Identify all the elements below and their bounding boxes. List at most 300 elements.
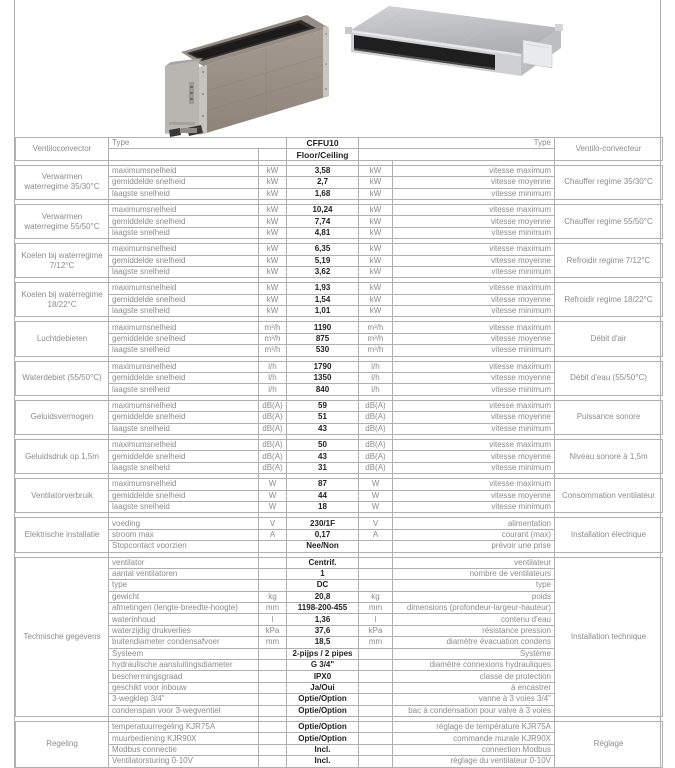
spec-label-fr: prévoir une prise — [393, 541, 555, 552]
spec-unit-fr: kW — [359, 165, 393, 176]
spec-unit-fr — [359, 721, 393, 732]
spec-row — [16, 283, 663, 294]
spec-label-nl: laagste snelheid — [109, 423, 259, 434]
spec-label-nl: Modbus connectie — [109, 744, 259, 755]
spec-unit-fr — [359, 694, 393, 705]
spec-value: 840 — [287, 384, 359, 395]
spec-section-table — [15, 478, 663, 513]
spec-unit-nl: kW — [259, 294, 287, 305]
spec-unit-fr: dB(A) — [359, 451, 393, 462]
section-gap — [15, 239, 660, 243]
spec-label-nl: laagste snelheid — [109, 462, 259, 473]
section-category-fr: Chauffer regime 55/50°C — [555, 204, 663, 238]
spec-unit-nl: kW — [259, 244, 287, 255]
spec-label-fr: résistance pression — [393, 625, 555, 636]
spec-label-fr: ventilateur — [393, 557, 555, 568]
spec-unit-nl — [259, 705, 287, 716]
spec-unit-nl: kW — [259, 306, 287, 317]
spec-label-fr: diamètre connexions hydrauliques — [393, 660, 555, 671]
spec-row — [16, 322, 663, 333]
spec-label-fr: vitesse moyenne — [393, 373, 555, 384]
section-gap — [15, 357, 660, 361]
spec-unit-fr: dB(A) — [359, 423, 393, 434]
spec-label-fr: vitesse maximum — [393, 165, 555, 176]
spec-label-fr: vitesse moyenne — [393, 451, 555, 462]
spec-label-fr: vitesse maximum — [393, 439, 555, 450]
spec-label-nl: hydraulische aansluitingsdiameter — [109, 660, 259, 671]
spec-value: G 3/4" — [287, 660, 359, 671]
spec-label-fr: vanne à 3 voies 3/4" — [393, 694, 555, 705]
spec-label-fr: vitesse moyenne — [393, 412, 555, 423]
section-category-nl: Luchtdebieten — [16, 322, 109, 356]
spec-row — [16, 721, 663, 732]
spec-label-fr: réglage du ventilateur 0-10V — [393, 756, 555, 767]
spec-unit-nl — [259, 682, 287, 693]
spec-value: 1,93 — [287, 283, 359, 294]
spec-unit-fr: kW — [359, 216, 393, 227]
section-category-nl: Ventilatorverbruik — [16, 479, 109, 513]
spec-value: 1350 — [287, 373, 359, 384]
spec-unit-nl — [259, 694, 287, 705]
spec-value: 230/1F — [287, 518, 359, 529]
spec-unit-fr: kW — [359, 188, 393, 199]
spec-label-fr: vitesse maximum — [393, 400, 555, 411]
spec-value: IPX0 — [287, 671, 359, 682]
spec-label-fr: vitesse maximum — [393, 322, 555, 333]
section-category-nl: Geluidsdruk op 1,5m — [16, 439, 109, 473]
spec-unit-nl — [259, 568, 287, 579]
spec-unit-nl — [259, 721, 287, 732]
spec-label-nl: gemiddelde snelheid — [109, 216, 259, 227]
spec-label-nl: gemiddelde snelheid — [109, 333, 259, 344]
spec-section-table — [15, 204, 663, 239]
spec-unit-nl — [259, 648, 287, 659]
spec-label-fr: vitesse moyenne — [393, 255, 555, 266]
empty-cell — [359, 149, 555, 160]
spec-label-nl: maximumsnelheid — [109, 244, 259, 255]
spec-unit-fr — [359, 756, 393, 767]
spec-unit-nl: mm — [259, 637, 287, 648]
spec-unit-fr: l/h — [359, 384, 393, 395]
spec-label-nl: maximumsnelheid — [109, 165, 259, 176]
spec-label-nl: aantal ventilatoren — [109, 568, 259, 579]
mounting-value: Floor/Ceiling — [287, 149, 359, 160]
spec-unit-nl: m³/h — [259, 333, 287, 344]
spec-row — [16, 361, 663, 372]
spec-label-nl: gemiddelde snelheid — [109, 412, 259, 423]
spec-value: 0,17 — [287, 529, 359, 540]
spec-label-nl: type — [109, 580, 259, 591]
spec-sections — [15, 161, 660, 768]
spec-unit-nl: l/h — [259, 384, 287, 395]
spec-label-nl: maximumsnelheid — [109, 439, 259, 450]
sheet-frame — [14, 0, 661, 768]
spec-section-table — [15, 243, 663, 278]
spec-label-nl: Ventilatorsturing 0-10V — [109, 756, 259, 767]
spec-label-nl: maximumsnelheid — [109, 283, 259, 294]
spec-unit-nl: dB(A) — [259, 412, 287, 423]
spec-label-nl: temperatuurregeling KJR75A — [109, 721, 259, 732]
spec-unit-nl — [259, 580, 287, 591]
spec-label-nl: muurbediening KJR90X — [109, 733, 259, 744]
spec-label-fr: bac à condensation pour valve à 3 voies — [393, 705, 555, 716]
spec-value: Incl. — [287, 756, 359, 767]
spec-unit-nl: l/h — [259, 373, 287, 384]
spec-unit-nl — [259, 660, 287, 671]
spec-value: 20,8 — [287, 591, 359, 602]
spec-row — [16, 557, 663, 568]
spec-label-fr: courant (max) — [393, 529, 555, 540]
spec-unit-fr: W — [359, 490, 393, 501]
section-category-nl: Verwarmen waterregime 35/30°C — [16, 165, 109, 199]
spec-label-nl: maximumsnelheid — [109, 322, 259, 333]
spec-value: 51 — [287, 412, 359, 423]
spec-unit-nl: kW — [259, 283, 287, 294]
spec-value: 10,24 — [287, 204, 359, 215]
spec-unit-nl: A — [259, 529, 287, 540]
spec-unit-nl: V — [259, 518, 287, 529]
spec-value: 18 — [287, 501, 359, 512]
model-value: CFFU10 — [287, 138, 359, 149]
spec-label-fr: vitesse minimum — [393, 227, 555, 238]
spec-row — [16, 400, 663, 411]
spec-value: 1790 — [287, 361, 359, 372]
spec-unit-nl: dB(A) — [259, 400, 287, 411]
spec-unit-nl: mm — [259, 603, 287, 614]
spec-label-nl: gemiddelde snelheid — [109, 294, 259, 305]
spec-value: 4,81 — [287, 227, 359, 238]
spec-value: Incl. — [287, 744, 359, 755]
spec-unit-fr: kW — [359, 244, 393, 255]
spec-label-fr: vitesse maximum — [393, 244, 555, 255]
spec-value: 2,7 — [287, 177, 359, 188]
spec-section-table — [15, 400, 663, 435]
spec-unit-fr — [359, 705, 393, 716]
spec-label-fr: vitesse moyenne — [393, 294, 555, 305]
type-header-table — [15, 137, 663, 161]
type-label-fr: Type — [359, 138, 555, 149]
spec-label-fr: connection Modbus — [393, 744, 555, 755]
spec-unit-fr — [359, 568, 393, 579]
spec-label-fr: vitesse moyenne — [393, 490, 555, 501]
spec-unit-fr — [359, 682, 393, 693]
spec-value: 1,54 — [287, 294, 359, 305]
spec-label-nl: ventilator — [109, 557, 259, 568]
spec-label-nl: buitendiameter condensafvoer — [109, 637, 259, 648]
spec-label-fr: vitesse maximum — [393, 479, 555, 490]
spec-unit-nl: dB(A) — [259, 423, 287, 434]
spec-label-nl: maximumsnelheid — [109, 400, 259, 411]
section-category-fr: Débit d'air — [555, 322, 663, 356]
spec-label-fr: poids — [393, 591, 555, 602]
spec-value: 7,74 — [287, 216, 359, 227]
spec-section-table — [15, 439, 663, 474]
spec-label-fr: Système — [393, 648, 555, 659]
spec-label-fr: diamètre évacuation condens — [393, 637, 555, 648]
spec-label-fr: dimensions (profondeur-largeur-hauteur) — [393, 603, 555, 614]
section-category-fr: Puissance sonore — [555, 400, 663, 434]
spec-value: Optie/Option — [287, 694, 359, 705]
type-label-nl: Type — [109, 138, 287, 149]
spec-label-fr: vitesse minimum — [393, 501, 555, 512]
spec-label-fr: alimentation — [393, 518, 555, 529]
section-gap — [15, 513, 660, 517]
spec-unit-fr: kW — [359, 177, 393, 188]
spec-unit-fr: mm — [359, 637, 393, 648]
spec-value: Centrif. — [287, 557, 359, 568]
spec-section-table — [15, 557, 663, 717]
section-category-fr: Réglage — [555, 721, 663, 767]
spec-unit-fr: kW — [359, 283, 393, 294]
section-category-nl: Verwarmen waterregime 55/50°C — [16, 204, 109, 238]
spec-label-fr: vitesse moyenne — [393, 216, 555, 227]
spec-value: 3,62 — [287, 266, 359, 277]
spec-unit-fr: mm — [359, 603, 393, 614]
spec-unit-fr: kW — [359, 227, 393, 238]
spec-unit-fr: W — [359, 479, 393, 490]
spec-unit-nl: m³/h — [259, 345, 287, 356]
spec-value: 6,35 — [287, 244, 359, 255]
spec-label-fr: contenu d'eau — [393, 614, 555, 625]
spec-value: Optie/Option — [287, 721, 359, 732]
ceiling-ducted-unit-photo — [343, 0, 580, 112]
spec-unit-nl: kPa — [259, 625, 287, 636]
spec-value: 1 — [287, 568, 359, 579]
spec-label-fr: vitesse maximum — [393, 204, 555, 215]
spec-value: Ja/Oui — [287, 682, 359, 693]
spec-label-nl: maximumsnelheid — [109, 204, 259, 215]
spec-row — [16, 439, 663, 450]
spec-label-nl: beschermingsgraad — [109, 671, 259, 682]
section-gap — [15, 435, 660, 439]
spec-unit-nl: m³/h — [259, 322, 287, 333]
spec-unit-nl: kW — [259, 255, 287, 266]
spec-row — [16, 204, 663, 215]
section-gap — [15, 200, 660, 204]
spec-unit-nl: kg — [259, 591, 287, 602]
spec-unit-nl: kW — [259, 227, 287, 238]
section-gap — [15, 317, 660, 321]
spec-label-nl: waterzijdig drukverlies — [109, 625, 259, 636]
spec-unit-fr: V — [359, 518, 393, 529]
spec-label-fr: vitesse minimum — [393, 306, 555, 317]
section-category-fr: Chauffer regime 35/30°C — [555, 165, 663, 199]
header-category-nl: Ventiloconvector — [16, 138, 109, 161]
spec-label-nl: maximumsnelheid — [109, 361, 259, 372]
spec-value: 1190 — [287, 322, 359, 333]
spec-unit-nl: dB(A) — [259, 439, 287, 450]
section-category-fr: Refroidir regime 18/22°C — [555, 283, 663, 317]
spec-unit-nl: W — [259, 479, 287, 490]
spec-value: 1,36 — [287, 614, 359, 625]
spec-unit-nl: kW — [259, 204, 287, 215]
spec-value: Nee/Non — [287, 541, 359, 552]
spec-label-nl: Stopcontact voorzien — [109, 541, 259, 552]
spec-unit-fr: dB(A) — [359, 412, 393, 423]
spec-label-nl: gemiddelde snelheid — [109, 373, 259, 384]
section-category-fr: Installation technique — [555, 557, 663, 716]
spec-value: 1198-200-455 — [287, 603, 359, 614]
spec-value: 875 — [287, 333, 359, 344]
spec-label-fr: à encastrer — [393, 682, 555, 693]
spec-label-fr: vitesse moyenne — [393, 177, 555, 188]
spec-unit-nl: W — [259, 501, 287, 512]
spec-label-nl: laagste snelheid — [109, 345, 259, 356]
spec-label-nl: voeding — [109, 518, 259, 529]
section-gap — [15, 278, 660, 282]
spec-value: Optie/Option — [287, 705, 359, 716]
type-header-row-1 — [16, 138, 663, 149]
section-category-nl: Technische gegevens — [16, 557, 109, 716]
section-gap — [15, 396, 660, 400]
spec-label-fr: nombre de ventilateurs — [393, 568, 555, 579]
section-category-fr: Niveau sonore à 1,5m — [555, 439, 663, 473]
spec-label-nl: Systeem — [109, 648, 259, 659]
spec-label-fr: classe de protection — [393, 671, 555, 682]
spec-unit-nl: l/h — [259, 361, 287, 372]
section-gap — [15, 717, 660, 721]
spec-unit-fr — [359, 580, 393, 591]
spec-value: 1,68 — [287, 188, 359, 199]
empty-cell — [259, 149, 287, 160]
spec-label-nl: laagste snelheid — [109, 306, 259, 317]
spec-unit-fr: kg — [359, 591, 393, 602]
spec-unit-nl: kW — [259, 266, 287, 277]
spec-unit-nl: kW — [259, 216, 287, 227]
spec-unit-nl — [259, 557, 287, 568]
spec-unit-fr: dB(A) — [359, 439, 393, 450]
spec-unit-fr: m³/h — [359, 345, 393, 356]
spec-section-table — [15, 721, 663, 768]
spec-section-table — [15, 282, 663, 317]
spec-label-fr: vitesse maximum — [393, 361, 555, 372]
spec-value: 59 — [287, 400, 359, 411]
spec-unit-nl — [259, 671, 287, 682]
spec-label-fr: vitesse moyenne — [393, 333, 555, 344]
spec-unit-fr: l/h — [359, 373, 393, 384]
spec-value: 44 — [287, 490, 359, 501]
spec-value: 2-pijps / 2 pipes — [287, 648, 359, 659]
section-category-nl: Koelen bij waterregime 7/12°C — [16, 244, 109, 278]
spec-value: 43 — [287, 423, 359, 434]
spec-value: 18,5 — [287, 637, 359, 648]
spec-label-fr: réglage de température KJR75A — [393, 721, 555, 732]
spec-unit-fr — [359, 648, 393, 659]
spec-label-nl: gemiddelde snelheid — [109, 177, 259, 188]
spec-label-nl: gemiddelde snelheid — [109, 255, 259, 266]
spec-value: 5,19 — [287, 255, 359, 266]
section-category-fr: Débit d'eau (55/50°C) — [555, 361, 663, 395]
spec-label-fr: vitesse minimum — [393, 462, 555, 473]
spec-unit-fr: l/h — [359, 361, 393, 372]
section-gap — [15, 553, 660, 557]
spec-label-nl: laagste snelheid — [109, 266, 259, 277]
spec-section-table — [15, 361, 663, 396]
spec-label-fr: vitesse minimum — [393, 345, 555, 356]
spec-value: 43 — [287, 451, 359, 462]
spec-unit-nl: kW — [259, 177, 287, 188]
section-category-nl: Elektrische installatie — [16, 518, 109, 552]
spec-unit-nl — [259, 756, 287, 767]
spec-unit-fr — [359, 671, 393, 682]
spec-unit-fr: kPa — [359, 625, 393, 636]
spec-value: 3,58 — [287, 165, 359, 176]
spec-unit-fr: W — [359, 501, 393, 512]
spec-value: 1,01 — [287, 306, 359, 317]
spec-unit-fr: l — [359, 614, 393, 625]
spec-label-nl: laagste snelheid — [109, 188, 259, 199]
spec-label-nl: 3-wegklep 3/4" — [109, 694, 259, 705]
spec-value: Optie/Option — [287, 733, 359, 744]
spec-value: 530 — [287, 345, 359, 356]
spec-label-nl: gewicht — [109, 591, 259, 602]
spec-label-fr: commande murale KJR90X — [393, 733, 555, 744]
section-gap — [15, 474, 660, 478]
spec-value: 50 — [287, 439, 359, 450]
spec-unit-nl: dB(A) — [259, 451, 287, 462]
spec-unit-nl — [259, 733, 287, 744]
spec-unit-fr — [359, 541, 393, 552]
spec-unit-fr: kW — [359, 204, 393, 215]
spec-unit-fr: m³/h — [359, 333, 393, 344]
section-category-nl: Regeling — [16, 721, 109, 767]
spec-label-nl: condenspan voor 3-wegventiel — [109, 705, 259, 716]
spec-label-fr: vitesse minimum — [393, 266, 555, 277]
spec-row — [16, 479, 663, 490]
spec-label-fr: vitesse maximum — [393, 283, 555, 294]
section-category-nl: Geluidsvermogen — [16, 400, 109, 434]
spec-unit-nl: W — [259, 490, 287, 501]
spec-unit-nl — [259, 541, 287, 552]
spec-unit-fr: dB(A) — [359, 462, 393, 473]
spec-label-fr: vitesse minimum — [393, 423, 555, 434]
spec-value: 37,6 — [287, 625, 359, 636]
section-category-nl: Waterdebiet (55/50°C) — [16, 361, 109, 395]
spec-label-nl: gemiddelde snelheid — [109, 451, 259, 462]
spec-label-nl: geschikt voor inbouw — [109, 682, 259, 693]
spec-value: 31 — [287, 462, 359, 473]
spec-unit-fr: dB(A) — [359, 400, 393, 411]
spec-label-nl: maximumsnelheid — [109, 479, 259, 490]
section-gap — [15, 161, 660, 165]
spec-row — [16, 165, 663, 176]
spec-label-nl: laagste snelheid — [109, 384, 259, 395]
spec-label-nl: laagste snelheid — [109, 501, 259, 512]
spec-section-table — [15, 165, 663, 200]
spec-label-nl: gemiddelde snelheid — [109, 490, 259, 501]
spec-value: 87 — [287, 479, 359, 490]
spec-value: DC — [287, 580, 359, 591]
spec-label-fr: vitesse minimum — [393, 384, 555, 395]
spec-unit-fr — [359, 733, 393, 744]
spec-unit-fr: m³/h — [359, 322, 393, 333]
spec-row — [16, 244, 663, 255]
spec-label-nl: laagste snelheid — [109, 227, 259, 238]
header-category-fr: Ventilo-convecteur — [555, 138, 663, 161]
spec-unit-nl: kW — [259, 188, 287, 199]
spec-label-nl: stroom max — [109, 529, 259, 540]
floor-console-unit-photo — [151, 4, 353, 137]
spec-unit-fr — [359, 660, 393, 671]
spec-row — [16, 518, 663, 529]
spec-unit-fr: kW — [359, 266, 393, 277]
spec-section-table — [15, 517, 663, 552]
empty-cell — [109, 149, 259, 160]
spec-label-nl: afmetingen (lengte-breedte-hoogte) — [109, 603, 259, 614]
spec-unit-fr: kW — [359, 294, 393, 305]
spec-section-table — [15, 321, 663, 356]
section-category-fr: Installation électrique — [555, 518, 663, 552]
